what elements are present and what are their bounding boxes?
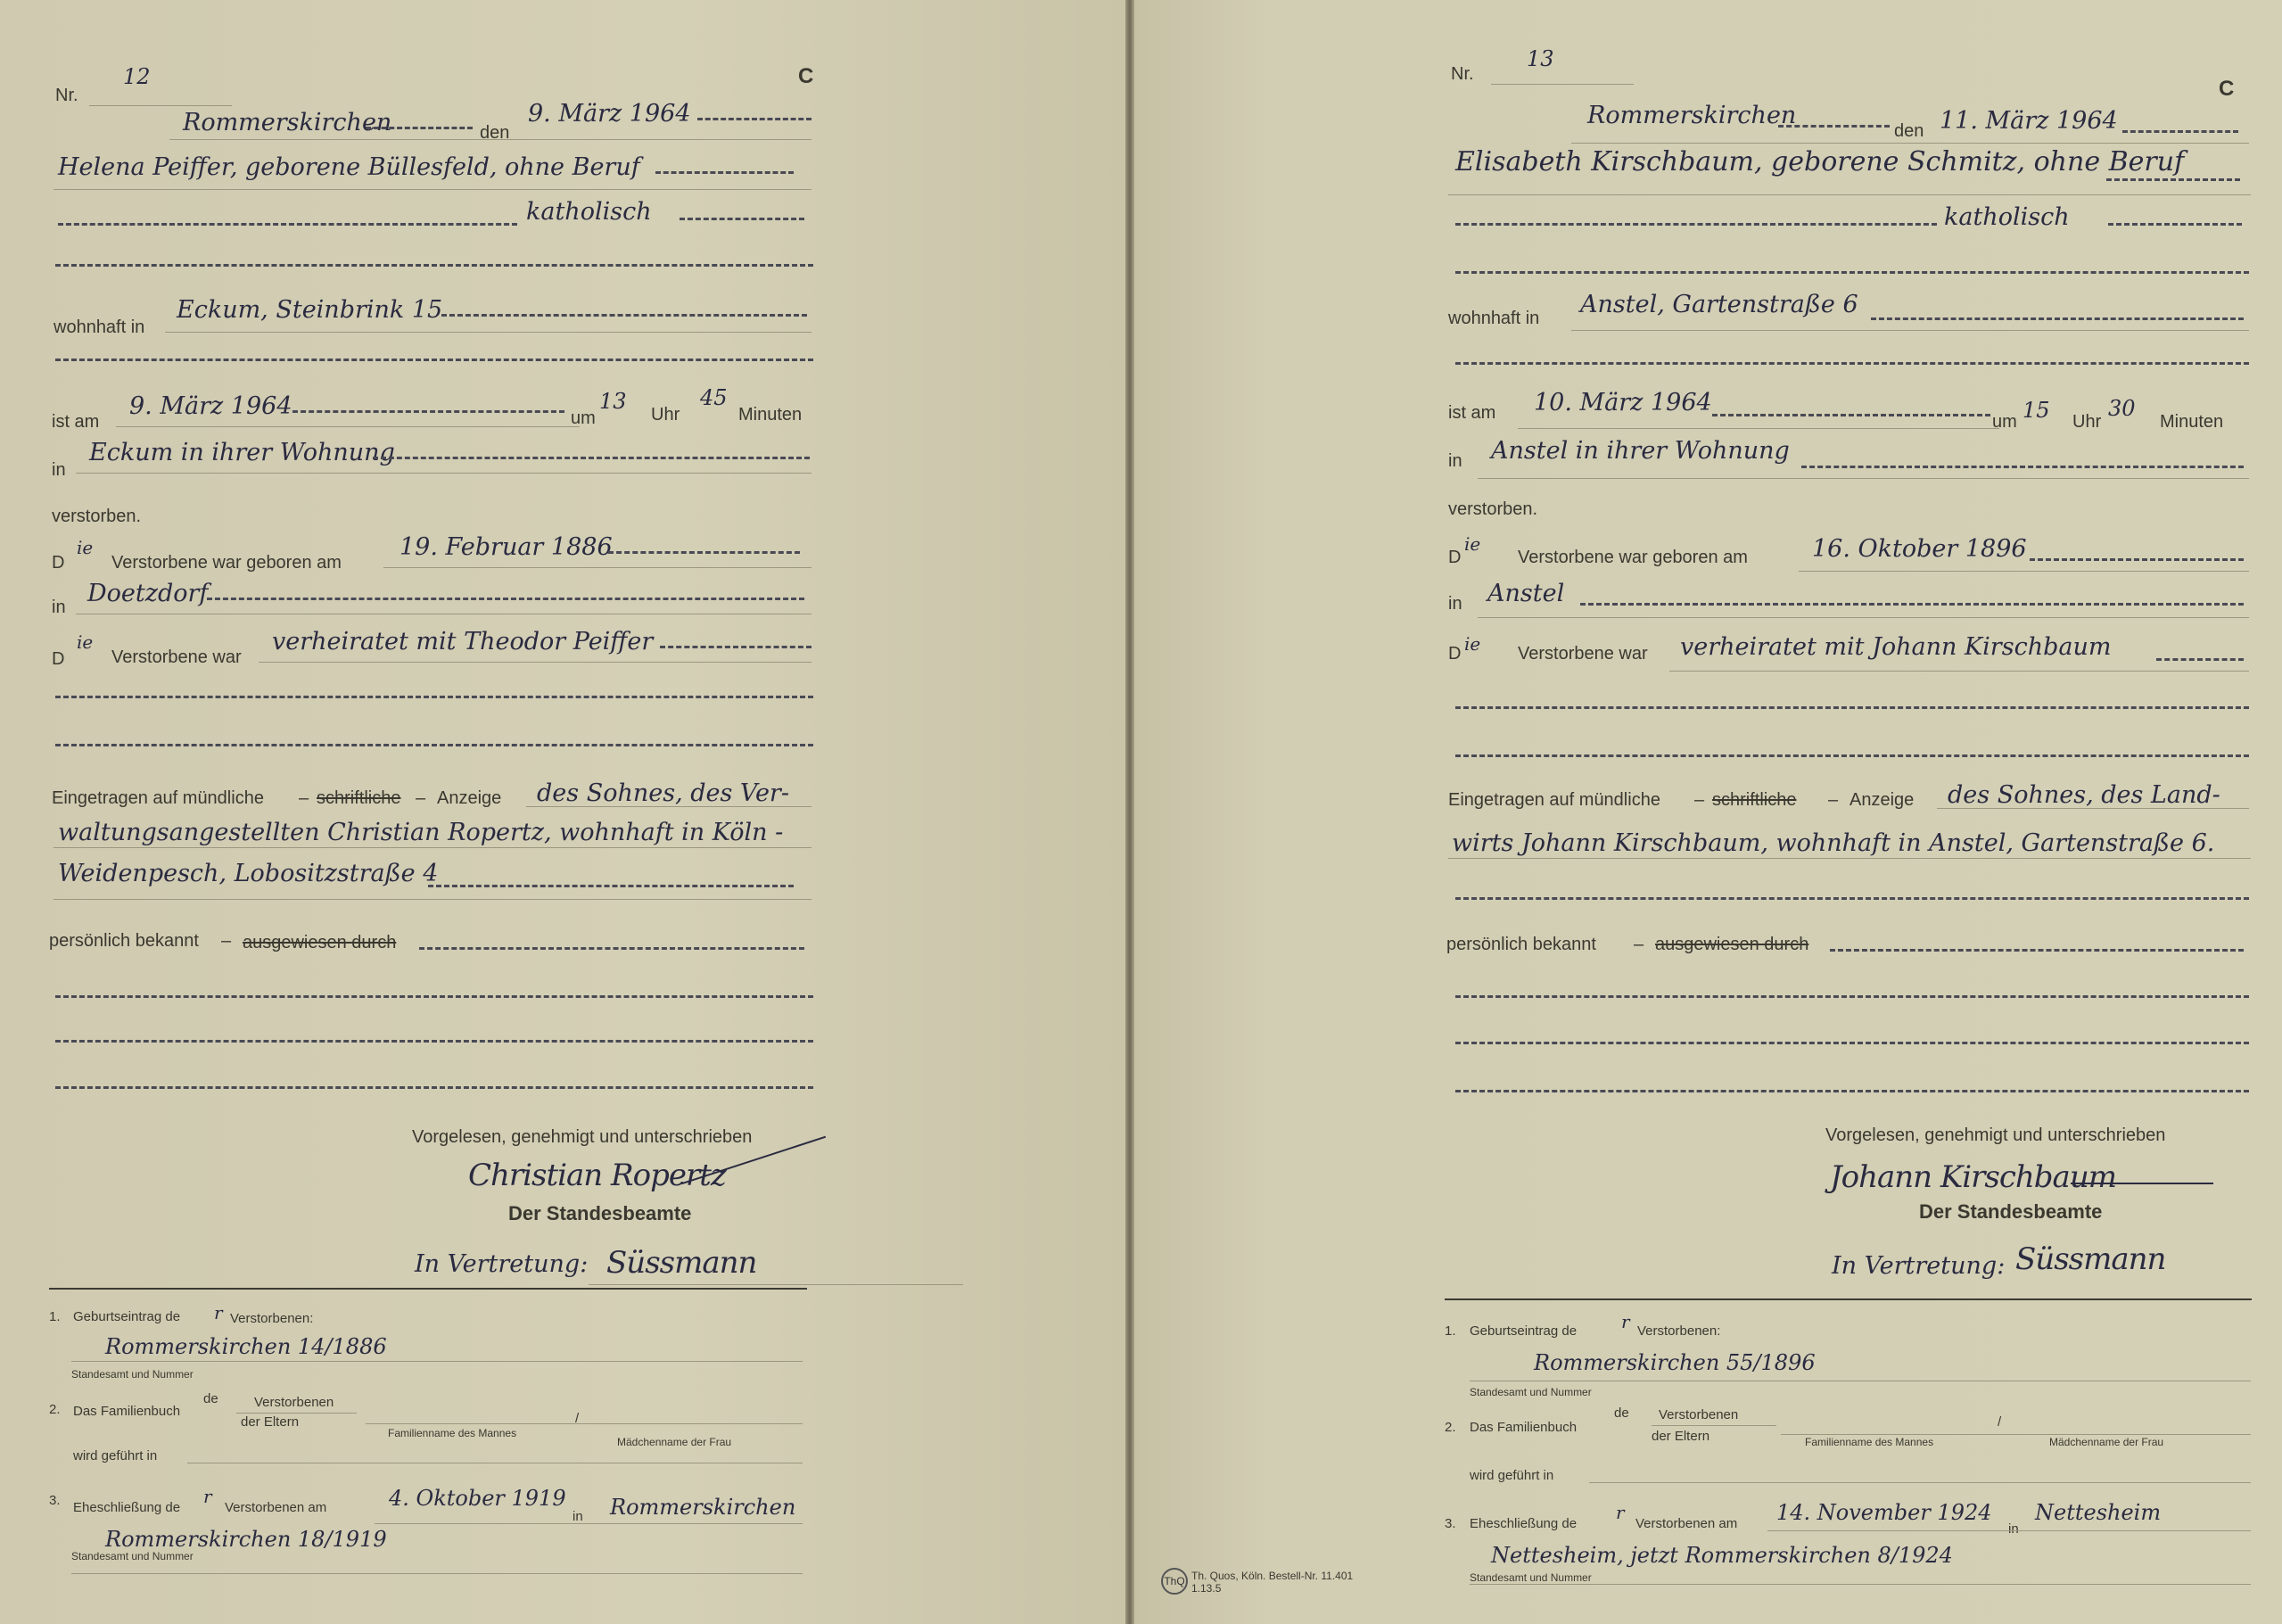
left-register-page <box>0 0 1125 1624</box>
note-3-suffix: r <box>1616 1502 1625 1523</box>
note-2-eltern: der Eltern <box>241 1414 300 1430</box>
line-rule <box>1767 1530 2251 1531</box>
line-rule <box>236 1413 357 1414</box>
informant-line-3: Weidenpesch, Lobositzstraße 4 <box>58 860 439 887</box>
dash-separator: – <box>416 788 426 808</box>
line-rule <box>116 426 580 427</box>
standesamt-caption: Standesamt und Nummer <box>71 1368 194 1381</box>
residence: Eckum, Steinbrink 15 <box>177 296 443 324</box>
birth-in-label: in <box>52 598 66 617</box>
familienname-caption: Familienname des Mannes <box>1805 1436 1934 1448</box>
note-2-eltern: der Eltern <box>1652 1429 1710 1444</box>
religion: katholisch <box>526 198 652 226</box>
corner-letter: C <box>2219 77 2235 101</box>
informant-line-2: wirts Johann Kirschbaum, wohnhaft in Anstel, Gartenstraße 6. <box>1452 829 2215 857</box>
verstorben-label: verstorben. <box>52 507 142 526</box>
d2-suffix: ie <box>77 631 94 653</box>
line-rule <box>526 806 811 807</box>
filler-dash <box>697 118 811 120</box>
bekannt-label: persönlich bekannt <box>49 931 199 951</box>
birth-place: Doetzdorf <box>87 580 209 607</box>
minuten-label: Minuten <box>738 405 803 425</box>
line-rule <box>1448 858 2251 859</box>
note-2-number: 2. <box>1445 1420 1456 1435</box>
right-register-page <box>1134 0 2282 1624</box>
filler-dash <box>1830 949 2244 952</box>
d-suffix: ie <box>77 537 94 558</box>
filler-dash <box>55 1086 813 1089</box>
line-rule <box>1470 1584 2251 1585</box>
registry-place: Rommerskirchen <box>183 109 392 136</box>
filler-dash <box>55 995 813 998</box>
filler-dash <box>373 457 810 459</box>
filler-dash <box>608 551 800 554</box>
filler-dash <box>1778 125 1890 128</box>
residence: Anstel, Gartenstraße 6 <box>1580 291 1858 318</box>
death-place: Anstel in ihrer Wohnung <box>1491 437 1790 465</box>
marriage-place: Rommerskirchen <box>610 1495 796 1520</box>
line-rule <box>366 1423 803 1424</box>
familienname-caption: Familienname des Mannes <box>388 1427 517 1439</box>
filler-dash <box>680 218 804 220</box>
line-rule <box>1589 1482 2251 1483</box>
note-1-label-b: Verstorbenen: <box>230 1311 314 1326</box>
note-1-number: 1. <box>1445 1323 1456 1339</box>
line-rule <box>54 899 811 900</box>
filler-dash <box>2156 658 2244 661</box>
registry-date: 9. März 1964 <box>528 100 691 128</box>
filler-dash <box>655 171 794 174</box>
birth-record-ref: Rommerskirchen 14/1886 <box>105 1334 387 1359</box>
standesamt-caption: Standesamt und Nummer <box>1470 1386 1592 1398</box>
born-label: Verstorbene war geboren am <box>111 553 342 573</box>
line-rule <box>259 662 811 663</box>
maedchenname-caption: Mädchenname der Frau <box>617 1436 732 1448</box>
filler-dash <box>1580 603 2244 606</box>
note-1-label-b: Verstorbenen: <box>1637 1323 1721 1339</box>
registry-place: Rommerskirchen <box>1587 102 1797 129</box>
note-3-label-b: Verstorbenen am <box>225 1500 327 1515</box>
marital-status: verheiratet mit Johann Kirschbaum <box>1680 633 2112 661</box>
line-rule <box>383 567 811 568</box>
informant-signature: Christian Ropertz <box>468 1158 726 1193</box>
um-label: um <box>1992 412 2017 432</box>
note-2-label: Das Familienbuch <box>1470 1420 1578 1435</box>
eingetragen-label: Eingetragen auf mündliche <box>52 788 264 808</box>
line-rule <box>1448 194 2251 195</box>
in-label: in <box>1448 451 1462 471</box>
filler-dash <box>207 598 804 600</box>
filler-dash <box>1455 223 1937 226</box>
filler-dash <box>1455 754 2249 757</box>
birth-date: 16. Oktober 1896 <box>1812 535 2027 563</box>
uhr-label: Uhr <box>2072 412 2102 432</box>
wohnhaft-label: wohnhaft in <box>54 317 145 337</box>
line-rule <box>1478 617 2249 618</box>
filler-dash <box>1801 466 2244 468</box>
den-label: den <box>1894 121 1924 141</box>
note-2-de: de <box>203 1391 218 1406</box>
filler-dash <box>1455 271 2249 274</box>
uhr-label: Uhr <box>651 405 680 425</box>
filler-dash <box>428 885 794 887</box>
deceased-name: Helena Peiffer, geborene Büllesfeld, ohne Beruf <box>58 153 640 181</box>
in-label: in <box>52 460 66 480</box>
corner-letter: C <box>798 64 814 88</box>
filler-dash <box>292 410 564 413</box>
line-rule <box>71 1361 803 1362</box>
informant-line-1: des Sohnes, des Land- <box>1948 781 2220 809</box>
d-label: D <box>52 553 65 573</box>
bekannt-label: persönlich bekannt <box>1446 935 1596 954</box>
ist-am-label: ist am <box>1448 403 1496 423</box>
note-2-verstorbenen: Verstorbenen <box>1659 1407 1739 1422</box>
note-2-de: de <box>1614 1406 1629 1421</box>
printer-imprint: Th. Quos, Köln. Bestell-Nr. 11.401 <box>1191 1570 1354 1582</box>
filler-dash <box>1455 362 2249 365</box>
filler-dash <box>2106 178 2240 181</box>
d2-label: D <box>1448 644 1462 664</box>
filler-dash <box>55 359 813 361</box>
official-signature: Süssmann <box>2015 1241 2166 1277</box>
note-1-number: 1. <box>49 1309 61 1324</box>
filler-dash <box>419 947 804 950</box>
line-rule <box>54 189 811 190</box>
nr-label: Nr. <box>1451 64 1474 84</box>
informant-line-2: waltungsangestellten Christian Ropertz, wohnhaft in Köln - <box>58 819 784 846</box>
filler-dash <box>55 744 813 746</box>
den-label: den <box>480 123 510 143</box>
section-divider <box>49 1288 807 1290</box>
line-rule <box>589 1284 963 1285</box>
section-divider <box>1445 1298 2252 1300</box>
death-hour: 15 <box>2022 398 2050 423</box>
marriage-place: Nettesheim <box>2035 1500 2162 1525</box>
line-rule <box>1669 671 2249 672</box>
gefuehrt-label: wird geführt in <box>1470 1468 1554 1483</box>
death-minute: 45 <box>700 385 728 410</box>
printer-imprint-code: 1.13.5 <box>1191 1582 1222 1595</box>
line-rule <box>375 1523 803 1524</box>
line-rule <box>1781 1434 2251 1435</box>
schriftliche-struck: schriftliche <box>1712 790 1797 810</box>
filler-dash <box>1455 1090 2249 1092</box>
line-rule <box>1937 808 2249 809</box>
vorgelesen-text: Vorgelesen, genehmigt und unterschrieben <box>412 1127 753 1147</box>
filler-dash <box>1871 317 2244 320</box>
death-date: 10. März 1964 <box>1534 389 1712 416</box>
schriftliche-struck: schriftliche <box>317 788 401 808</box>
line-rule <box>1571 143 2249 144</box>
ausgewiesen-struck: ausgewiesen durch <box>1655 935 1809 954</box>
filler-dash <box>58 223 517 226</box>
filler-dash <box>366 127 473 129</box>
line-rule <box>71 1573 803 1574</box>
nr-underline <box>1491 84 1634 85</box>
note-3-number: 3. <box>1445 1516 1456 1531</box>
standesamt-caption-2: Standesamt und Nummer <box>1470 1571 1592 1584</box>
note-3-number: 3. <box>49 1493 61 1508</box>
vertretung-label: In Vertretung: <box>1832 1252 2006 1280</box>
marriage-date: 4. Oktober 1919 <box>389 1486 566 1511</box>
filler-dash <box>2122 130 2238 133</box>
eingetragen-label: Eingetragen auf mündliche <box>1448 790 1660 810</box>
line-rule <box>1799 571 2249 572</box>
entry-number: 12 <box>123 64 151 89</box>
filler-dash <box>1455 1042 2249 1044</box>
marital-status: verheiratet mit Theodor Peiffer <box>272 628 654 655</box>
verstorben-label: verstorben. <box>1448 499 1538 519</box>
deceased-name: Elisabeth Kirschbaum, geborene Schmitz, ohne Beruf <box>1455 146 2185 177</box>
dash-separator: – <box>1828 790 1839 810</box>
line-rule <box>2071 1183 2213 1184</box>
filler-dash <box>441 314 807 317</box>
vertretung-label: In Vertretung: <box>415 1250 589 1278</box>
filler-dash <box>2030 558 2244 561</box>
filler-dash <box>55 1040 813 1043</box>
marriage-date: 14. November 1924 <box>1776 1500 1992 1525</box>
slash: / <box>1998 1414 2002 1430</box>
death-place: Eckum in ihrer Wohnung <box>89 439 395 466</box>
informant-line-1: des Sohnes, des Ver- <box>537 779 789 807</box>
standesbeamte-label: Der Standesbeamte <box>508 1202 692 1224</box>
registry-date: 11. März 1964 <box>1940 107 2118 135</box>
line-rule <box>1478 478 2249 479</box>
maedchenname-caption: Mädchenname der Frau <box>2049 1436 2164 1448</box>
filler-dash <box>55 696 813 698</box>
dash-separator: – <box>221 931 232 951</box>
anzeige-label: Anzeige <box>1849 790 1915 810</box>
line-rule <box>165 332 811 333</box>
entry-number: 13 <box>1527 46 1554 71</box>
printer-logo-icon: ThQ <box>1161 1568 1188 1595</box>
ausgewiesen-struck: ausgewiesen durch <box>243 933 397 952</box>
dash-separator: – <box>1694 790 1705 810</box>
line-rule <box>1571 330 2249 331</box>
dash-separator: – <box>1634 935 1644 954</box>
official-signature: Süssmann <box>606 1245 757 1281</box>
wohnhaft-label: wohnhaft in <box>1448 309 1540 328</box>
note-2-number: 2. <box>49 1402 61 1417</box>
d2-suffix: ie <box>1464 633 1481 655</box>
marriage-record-ref: Rommerskirchen 18/1919 <box>105 1527 387 1552</box>
note-1-label: Geburtseintrag de <box>73 1309 181 1324</box>
filler-dash <box>55 264 813 267</box>
note-2-label: Das Familienbuch <box>73 1404 181 1419</box>
birth-date: 19. Februar 1886 <box>400 533 613 561</box>
standesamt-caption-2: Standesamt und Nummer <box>71 1550 194 1562</box>
um-label: um <box>571 408 596 428</box>
religion: katholisch <box>1944 203 2070 231</box>
note-3-in: in <box>573 1509 583 1524</box>
death-date: 9. März 1964 <box>129 392 292 420</box>
note-3-label: Eheschließung de <box>1470 1516 1578 1531</box>
filler-dash <box>2108 223 2242 226</box>
dash-separator: – <box>299 788 309 808</box>
note-3-label: Eheschließung de <box>73 1500 181 1515</box>
standesbeamte-label: Der Standesbeamte <box>1919 1200 2103 1223</box>
birth-place: Anstel <box>1487 580 1565 607</box>
born-label: Verstorbene war geboren am <box>1518 548 1748 567</box>
note-1-label: Geburtseintrag de <box>1470 1323 1578 1339</box>
status-label: Verstorbene war <box>111 647 242 667</box>
ist-am-label: ist am <box>52 412 100 432</box>
birth-record-ref: Rommerskirchen 55/1896 <box>1534 1350 1816 1375</box>
gefuehrt-label: wird geführt in <box>73 1448 158 1463</box>
note-1-suffix: r <box>214 1302 223 1323</box>
line-rule <box>76 473 811 474</box>
note-2-verstorbenen: Verstorbenen <box>254 1395 334 1410</box>
d-label: D <box>1448 548 1462 567</box>
vorgelesen-text: Vorgelesen, genehmigt und unterschrieben <box>1825 1125 2166 1145</box>
slash: / <box>575 1411 580 1426</box>
minuten-label: Minuten <box>2160 412 2224 432</box>
death-minute: 30 <box>2108 396 2136 421</box>
line-rule <box>1652 1425 1776 1426</box>
line-rule <box>54 847 811 848</box>
line-rule <box>169 139 811 140</box>
d-suffix: ie <box>1464 533 1481 555</box>
note-1-suffix: r <box>1621 1311 1630 1332</box>
filler-dash <box>1455 897 2249 900</box>
informant-signature: Johann Kirschbaum <box>1830 1159 2116 1195</box>
nr-underline <box>89 105 232 106</box>
note-3-in: in <box>2008 1521 2019 1537</box>
filler-dash <box>1712 414 1990 416</box>
marriage-record-ref: Nettesheim, jetzt Rommerskirchen 8/1924 <box>1491 1543 1953 1568</box>
anzeige-label: Anzeige <box>437 788 502 808</box>
filler-dash <box>1455 995 2249 998</box>
book-gutter <box>1125 0 1134 1624</box>
line-rule <box>1518 428 1999 429</box>
death-hour: 13 <box>599 389 627 414</box>
filler-dash <box>1455 706 2249 709</box>
status-label: Verstorbene war <box>1518 644 1648 664</box>
note-3-suffix: r <box>203 1486 212 1507</box>
filler-dash <box>660 646 811 648</box>
note-3-label-b: Verstorbenen am <box>1635 1516 1738 1531</box>
birth-in-label: in <box>1448 594 1462 614</box>
nr-label: Nr. <box>55 86 78 105</box>
d2-label: D <box>52 649 65 669</box>
